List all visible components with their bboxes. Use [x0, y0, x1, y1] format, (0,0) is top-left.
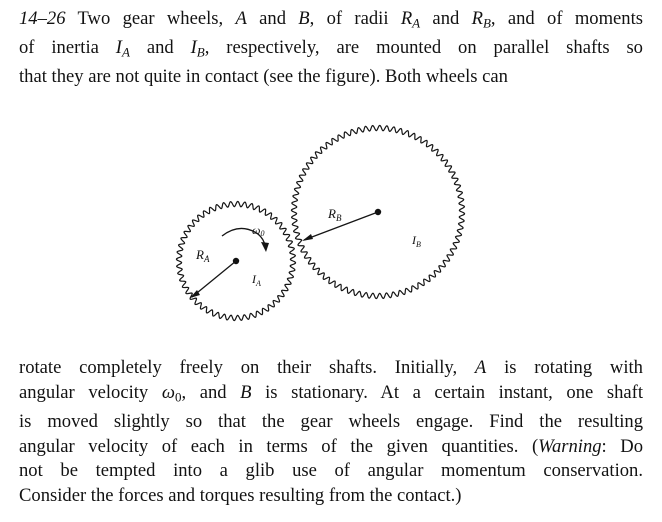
radius-b-arrowhead — [302, 234, 313, 241]
label-inertia-a: $I_A$ — [252, 272, 261, 288]
label-radius-b: $R_B$ — [328, 206, 342, 223]
intro-line-3: that they are not quite in contact (see the figure). Both wheels can — [19, 66, 508, 88]
label-inertia-b: $I_B$ — [412, 233, 421, 249]
body-line-3: is moved slightly so that the gear wheels engage. Find the resulting — [19, 410, 643, 432]
intro-line-2: of inertia $I_A$ and $I_B$, respectively, are mounted on parallel shafts so — [19, 37, 643, 60]
problem-body — [19, 356, 643, 509]
radius-a-line — [192, 261, 236, 297]
intro-line-1: 14–26 Two gear wheels, A and B, of radii $R_A$ and $R_B$, and of moments — [19, 8, 643, 31]
label-radius-a: $R_A$ — [196, 247, 210, 264]
body-line-2: angular velocity $\omega_0$, and B is stationary. At a certain instant, one shaft — [19, 381, 643, 405]
body-line-4: angular velocity of each in terms of the given quantities. (Warning: Do — [19, 435, 643, 457]
body-line-6: Consider the forces and torques resulting from the contact.) — [19, 485, 462, 507]
label-omega: ω0 — [252, 223, 265, 238]
body-line-1: rotate completely freely on their shafts. Initially, A is rotating with — [19, 357, 643, 378]
problem-number: 14–26 — [19, 8, 66, 29]
omega-arrowhead — [261, 242, 269, 252]
body-line-5: not be tempted into a glib use of angular momentum conservation. — [19, 460, 643, 482]
